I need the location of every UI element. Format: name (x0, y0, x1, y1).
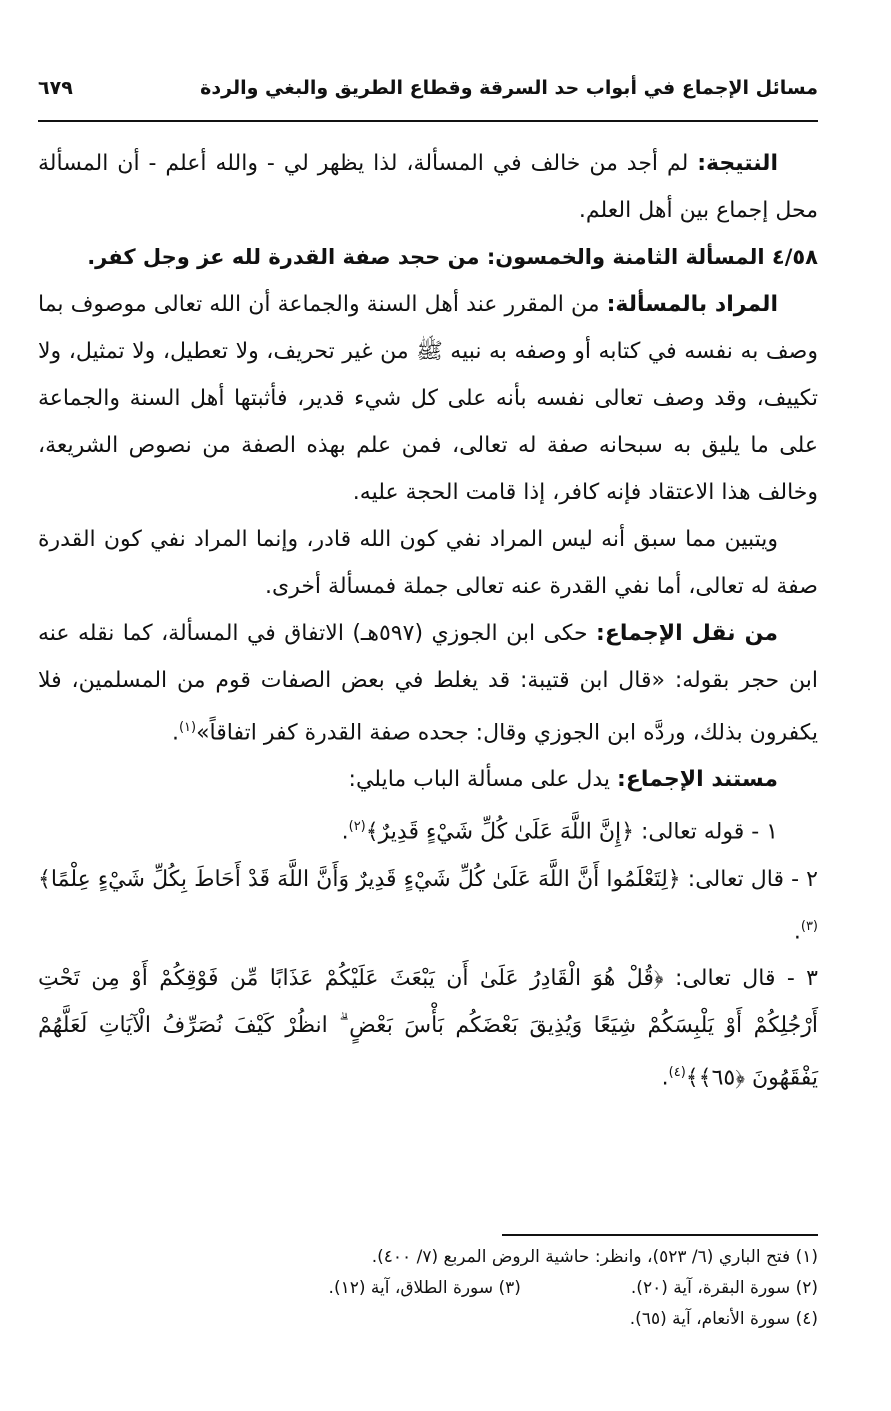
quran-verse-2: ﴿لِتَعْلَمُوا أَنَّ اللَّهَ عَلَىٰ كُلِّ شَيْءٍ قَدِيرٌ وَأَنَّ اللَّهَ قَدْ أَحَاطَ بِكُلِّ شَيْءٍ عِلْمًا﴾ (38, 866, 681, 892)
consensus-text: حكى ابن الجوزي (٥٩٧هـ) الاتفاق في المسألة، كما نقله عنه ابن حجر بقوله: «قال ابن قتيبة: قد يغلط في بعض الصفات قوم من المسلمين، فلا يكفرون بذلك، وردَّه ابن الجوزي وقال: جحده صفة القدرة كفر اتفاقاً» (38, 621, 818, 746)
footnote-row (38, 1273, 818, 1304)
footnote-ref-2: (٢) (348, 819, 366, 835)
evidence-item-3: ٣ - قال تعالى: ﴿قُلْ هُوَ الْقَادِرُ عَلَىٰ أَن يَبْعَثَ عَلَيْكُمْ عَذَابًا مِّن فَوْقِكُمْ أَوْ مِن تَحْتِ أَرْجُلِكُمْ أَوْ يَلْبِسَكُمْ شِيَعًا وَيُذِيقَ بَعْضَكُم بَأْسَ بَعْضٍ ۗ انظُرْ كَيْفَ نُصَرِّفُ الْآيَاتِ لَعَلَّهُمْ يَفْقَهُونَ ﴿٦٥﴾﴾$^{(٤)}$. (38, 965, 818, 1091)
footnote-ref-3: (٣) (800, 918, 818, 934)
footnote-ref-4: (٤) (668, 1064, 686, 1080)
consensus-lead: من نقل الإجماع: (596, 621, 778, 646)
meaning-paragraph (38, 281, 818, 516)
evidence-text: يدل على مسألة الباب مايلي: (348, 767, 618, 793)
main-text (38, 140, 818, 1101)
evidence-item-2-lead: ٢ - قال تعالى: (680, 866, 818, 892)
evidence-paragraph (38, 756, 818, 803)
quran-verse-1: ﴿إِنَّ اللَّهَ عَلَىٰ كُلِّ شَيْءٍ قَدِيرٌ﴾ (365, 819, 634, 845)
conclusion-paragraph (38, 140, 818, 234)
footnote-4: (٤) سورة الأنعام، آية (٦٥). (629, 1309, 818, 1329)
conclusion-lead: النتيجة: (697, 151, 778, 176)
header-rule (38, 120, 818, 122)
footnote-3: (٣) سورة الطلاق، آية (١٢). (328, 1278, 521, 1298)
page-header (38, 70, 818, 106)
meaning-lead: المراد بالمسألة: (606, 292, 778, 317)
footnotes (38, 1242, 818, 1335)
footnote-rule (502, 1234, 818, 1236)
quran-verse-3: ﴿قُلْ هُوَ الْقَادِرُ عَلَىٰ أَن يَبْعَثَ عَلَيْكُمْ عَذَابًا مِّن فَوْقِكُمْ أَوْ مِن تَحْتِ أَرْجُلِكُمْ أَوْ يَلْبِسَكُمْ شِيَعًا وَيُذِيقَ بَعْضَكُم بَأْسَ بَعْضٍ ۗ انظُرْ كَيْفَ نُصَرِّفُ الْآيَاتِ لَعَلَّهُمْ يَفْقَهُونَ ﴿٦٥﴾﴾ (38, 965, 818, 1091)
footnote-2: (٢) سورة البقرة، آية (٢٠). (630, 1278, 818, 1298)
evidence-lead: مستند الإجماع: (617, 767, 778, 793)
conclusion-text: لم أجد من خالف في المسألة، لذا يظهر لي - والله أعلم - أن المسألة محل إجماع بين أهل العلم. (38, 151, 818, 223)
evidence-item-1: ١ - قوله تعالى: ﴿إِنَّ اللَّهَ عَلَىٰ كُلِّ شَيْءٍ قَدِيرٌ﴾$^{(٢)}$. (341, 819, 778, 845)
page-number: ٦٧٩ (38, 77, 73, 99)
evidence-item-2: ٢ - قال تعالى: ﴿لِتَعْلَمُوا أَنَّ اللَّهَ عَلَىٰ كُلِّ شَيْءٍ قَدِيرٌ وَأَنَّ اللَّهَ قَدْ أَحَاطَ بِكُلِّ شَيْءٍ عِلْمًا﴾$^{(٣)}$. (38, 866, 818, 944)
consensus-paragraph: من نقل الإجماع: حكى ابن الجوزي (٥٩٧هـ) الاتفاق في المسألة، كما نقله عنه ابن حجر بقوله: «قال ابن قتيبة: قد يغلط في بعض الصفات قوم من المسلمين، فلا يكفرون بذلك، وردَّه ابن الجوزي وقال: جحده صفة القدرة كفر اتفاقاً»$^{(١)}$. (38, 621, 818, 746)
evidence-item-1-lead: ١ - قوله تعالى: (633, 819, 778, 845)
meaning-text: من المقرر عند أهل السنة والجماعة أن الله تعالى موصوف بما وصف به نفسه في كتابه أو وصفه به نبيه ﷺ من غير تحريف، ولا تعطيل، ولا تمثيل، ولا تكييف، وقد وصف تعالى نفسه بأنه على كل شيء قدير، فأثبتها أهل السنة والجماعة على ما يليق به سبحانه صفة له تعالى، فمن علم بهذه الصفة من نصوص الشريعة، وخالف هذا الاعتقاد فإنه كافر، إذا قامت الحجة عليه. (38, 292, 818, 505)
evidence-item-3-lead: ٣ - قال تعالى: (663, 965, 818, 991)
clarification-paragraph: ويتبين مما سبق أنه ليس المراد نفي كون الله قادر، وإنما المراد نفي كون القدرة صفة له تعالى، أما نفي القدرة عنه تعالى جملة فمسألة أخرى. (38, 527, 818, 599)
section-heading: ٤/٥٨ المسألة الثامنة والخمسون: من حجد صفة القدرة لله عز وجل كفر. (87, 245, 818, 269)
footnote-ref-1: (١) (178, 720, 197, 735)
footnote-1: (١) فتح الباري (٦/ ٥٢٣)، وانظر: حاشية الروض المربع (٧/ ٤٠٠). (371, 1247, 818, 1267)
running-title: مسائل الإجماع في أبواب حد السرقة وقطاع الطريق والبغي والردة (200, 77, 818, 99)
